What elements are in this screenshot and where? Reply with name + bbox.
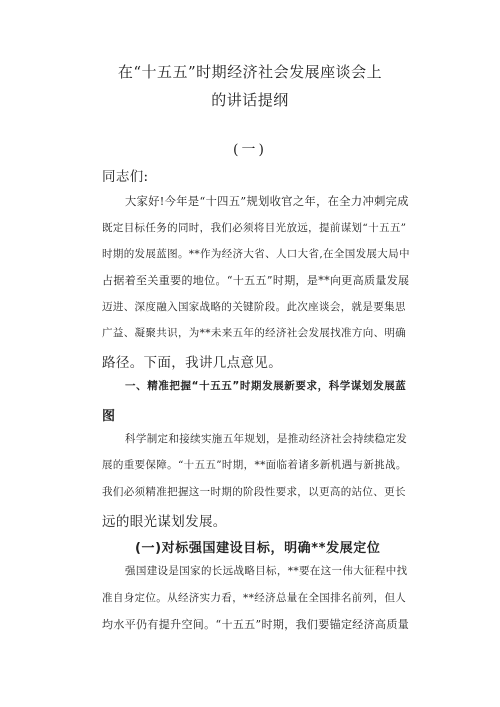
paragraph-1-line: 广益、凝聚共识，为**未来五年的经济社会发展找准方向、明确	[102, 327, 407, 339]
paragraph-2-line: 我们必须精准把握这一时期的阶段性要求，以更高的站位、更长	[102, 486, 406, 498]
paragraph-1-line: 既定目标任务的同时，我们必须将目光放远，提前谋划“十五五”	[102, 222, 407, 234]
paragraph-1-line: 占据着至关重要的地位。“十五五”时期，是**向更高质量发展	[102, 274, 410, 287]
paragraph-2-line: 科学制定和接续实施五年规划，是推动经济社会持续稳定发	[125, 433, 408, 445]
paragraph-1-line: 时期的发展蓝图。**作为经济大省、人口大省,在全国发展大局中	[102, 248, 410, 260]
heading-1-line: 一、精准把握“十五五”时期发展新要求，科学谋划发展蓝	[125, 380, 407, 392]
salutation: 同志们:	[102, 169, 149, 185]
paragraph-1-line: 迈进、深度融入国家战略的关键阶段。此次座谈会，就是要集思	[102, 301, 406, 313]
heading-2: (一)对标强国建设目标，明确**发展定位	[135, 541, 381, 556]
paragraph-3-line: 强国建设是国家的长远战略目标，**要在这一伟大征程中找	[125, 565, 408, 577]
doc-title-line-2: 的讲话提纲	[211, 91, 289, 109]
section-marker: (一)	[233, 142, 267, 158]
doc-title-line-1: 在“十五五”时期经济社会发展座谈会上	[117, 63, 383, 81]
paragraph-3-line: 准自身定位。从经济实力看，**经济总量在全国排名前列，但人	[102, 592, 407, 604]
paragraph-1-line: 路径。下面，我讲几点意见。	[102, 355, 283, 371]
paragraph-1-line: 大家好!今年是“十四五”规划收官之年，在全力冲刺完成	[125, 195, 409, 208]
paragraph-2-line: 展的重要保障。“十五五”时期，**面临着诸多新机遇与新挑战。	[102, 459, 407, 471]
paragraph-2-line: 远的眼光谋划发展。	[102, 514, 227, 530]
paragraph-3-line: 均水平仍有提升空间。“十五五”时期，我们要锚定经济高质量	[102, 618, 410, 631]
heading-1-line: 图	[102, 409, 116, 424]
